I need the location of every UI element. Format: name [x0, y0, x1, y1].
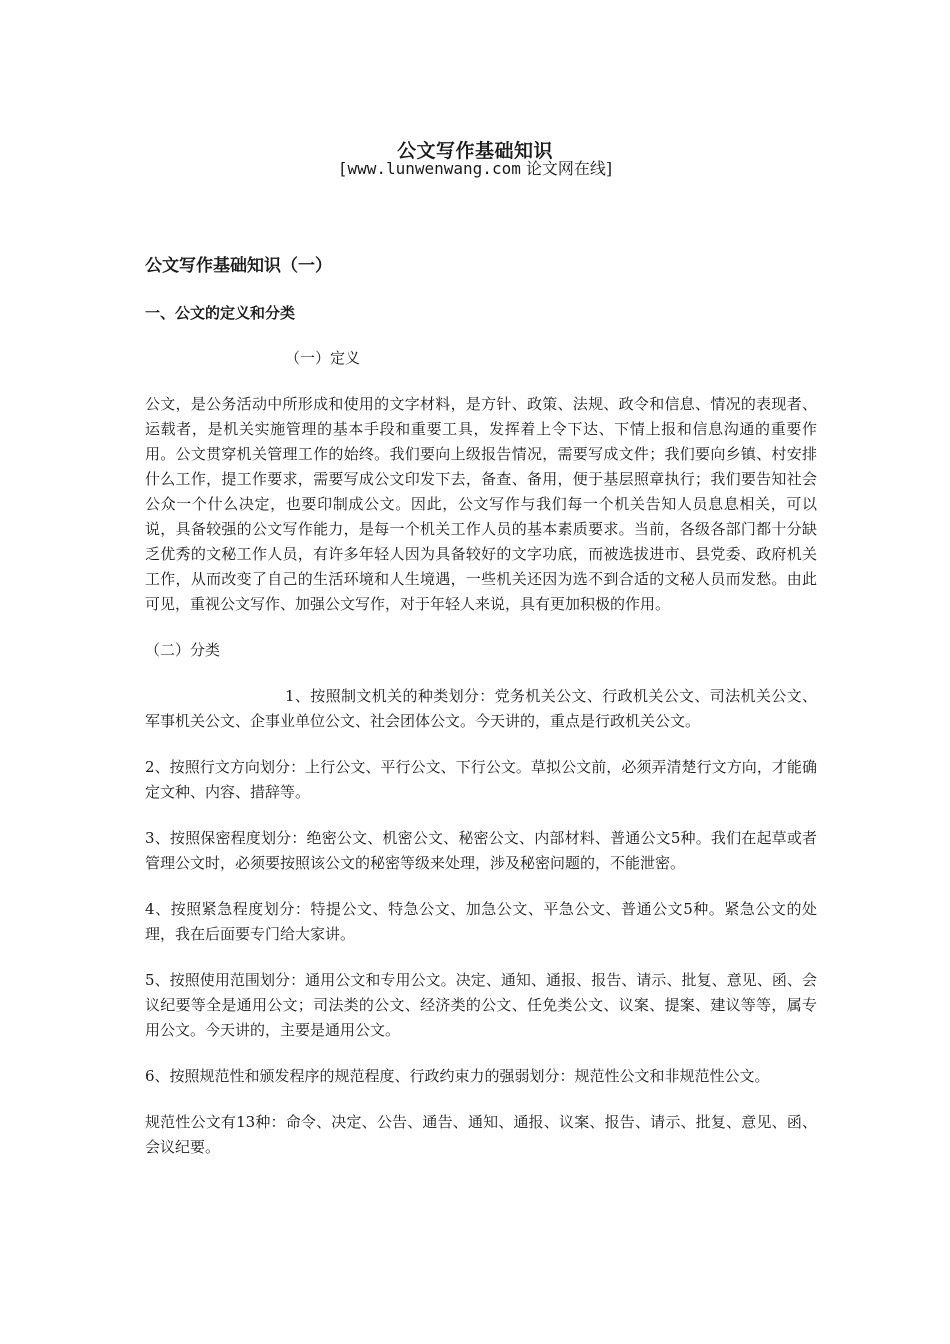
classification-item: 3、按照保密程度划分：绝密公文、机密公文、秘密公文、内部材料、普通公文5种。我们在起草或者管理公文时，必须要按照该公文的秘密等级来处理，涉及秘密问题的，不能泄密。 — [145, 829, 817, 872]
document-body — [145, 252, 817, 1181]
definition-paragraph: 公文，是公务活动中所形成和使用的文字材料，是方针、政策、法规、政令和信息、情况的表现者、运载者，是机关实施管理的基本手段和重要工具，发挥着上令下达、下情上报和信息沟通的重要作用。公文贯穿机关管理工作的始终。我们要向上级报告情况，需要写成文件；我们要向乡镇、村安排什么工作，提工作要求，需要写成公文印发下去，备查、备用，便于基层照章执行；我们要告知社会公众一个什么决定，也要印制成公文。因此，公文写作与我们每一个机关告知人员息息相关，可以说，具备较强的公文写作能力，是每一个机关工作人员的基本素质要求。当前，各级各部门都十分缺乏优秀的文秘工作人员，有许多年轻人因为具备较好的文字功底，而被选拔进市、县党委、政府机关工作，从而改变了自己的生活环境和人生境遇，一些机关还因为选不到合适的文秘人员而发愁。由此可见，重视公文写作、加强公文写作，对于年轻人来说，具有更加积极的作用。 — [145, 395, 817, 613]
classification-item: 规范性公文有13种：命令、决定、公告、通告、通知、通报、议案、报告、请示、批复、意见、函、会议纪要。 — [145, 1113, 817, 1156]
classification-item: 2、按照行文方向划分：上行公文、平行公文、下行公文。草拟公文前，必须弄清楚行文方向，才能确定文种、内容、措辞等。 — [145, 758, 817, 801]
classification-item: 5、按照使用范围划分：通用公文和专用公文。决定、通知、通报、报告、请示、批复、意见、函、会议纪要等全是通用公文；司法类的公文、经济类的公文、任免类公文、议案、提案、建议等等，属专用公文。今天讲的，主要是通用公文。 — [145, 971, 817, 1039]
classification-item: 4、按照紧急程度划分：特提公文、特急公文、加急公文、平急公文、普通公文5种。紧急公文的处理，我在后面要专门给大家讲。 — [145, 900, 817, 943]
source-url: [www.lunwenwang.com — [337, 159, 521, 178]
source-line — [0, 157, 950, 181]
source-label: 论文网在线] — [520, 159, 613, 178]
subheading-classification: （二）分类 — [145, 641, 221, 659]
document-title: 公文写作基础知识 — [396, 140, 553, 162]
section-heading: 公文写作基础知识（一） — [145, 256, 332, 276]
subheading-definition: （一）定义 — [285, 349, 361, 367]
classification-item: 6、按照规范性和颁发程序的规范程度、行政约束力的强弱划分：规范性公文和非规范性公文。 — [145, 1067, 770, 1085]
part-heading: 一、公文的定义和分类 — [145, 304, 296, 322]
classification-item: 1、按照制文机关的种类划分：党务机关公文、行政机关公文、司法机关公文、军事机关公文、企事业单位公文、社会团体公文。今天讲的，重点是行政机关公文。 — [145, 687, 817, 730]
